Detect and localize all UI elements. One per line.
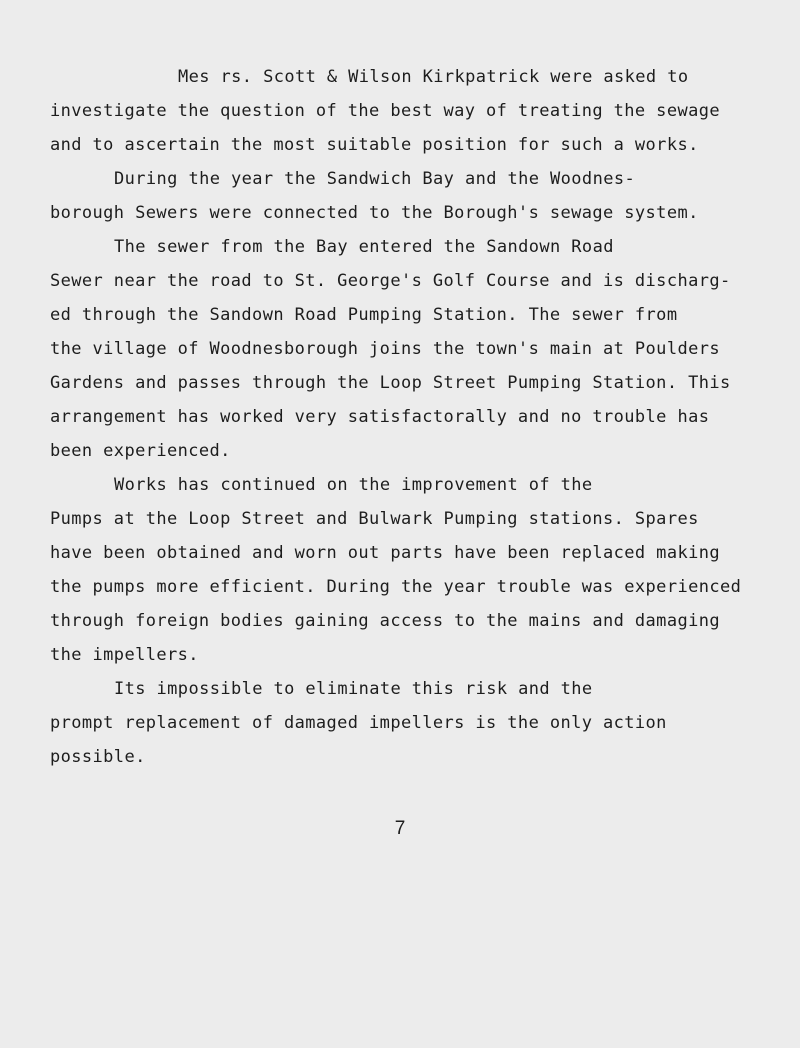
- text-line: The sewer from the Bay entered the Sandown Road: [114, 237, 614, 257]
- body-text: [50, 60, 792, 774]
- text-line: and to ascertain the most suitable position for such a works.: [50, 135, 699, 155]
- text-line: Gardens and passes through the Loop Street Pumping Station. This: [50, 373, 731, 393]
- text-line: Works has continued on the improvement of the: [114, 475, 593, 495]
- text-line: the village of Woodnesborough joins the town's main at Poulders: [50, 339, 720, 359]
- text-line: Mes rs. Scott & Wilson Kirkpatrick were asked to: [178, 67, 689, 87]
- page-number: 7: [394, 818, 406, 839]
- text-line: Its impossible to eliminate this risk and the: [114, 679, 593, 699]
- text-line: the pumps more efficient. During the year trouble was experienced: [50, 577, 742, 597]
- text-line: been experienced.: [50, 441, 231, 461]
- text-line: Pumps at the Loop Street and Bulwark Pumping stations. Spares: [50, 509, 699, 529]
- text-line: borough Sewers were connected to the Borough's sewage system.: [50, 203, 699, 223]
- text-line: Sewer near the road to St. George's Golf Course and is discharg-: [50, 271, 731, 291]
- text-line: through foreign bodies gaining access to the mains and damaging: [50, 611, 720, 631]
- text-line: prompt replacement of damaged impellers is the only action: [50, 713, 667, 733]
- text-line: arrangement has worked very satisfactorally and no trouble has: [50, 407, 710, 427]
- text-line: investigate the question of the best way of treating the sewage: [50, 101, 720, 121]
- text-line: ed through the Sandown Road Pumping Station. The sewer from: [50, 305, 678, 325]
- text-line: have been obtained and worn out parts have been replaced making: [50, 543, 720, 563]
- text-line: During the year the Sandwich Bay and the Woodnes-: [114, 169, 636, 189]
- text-line: possible.: [50, 747, 146, 767]
- text-line: the impellers.: [50, 645, 199, 665]
